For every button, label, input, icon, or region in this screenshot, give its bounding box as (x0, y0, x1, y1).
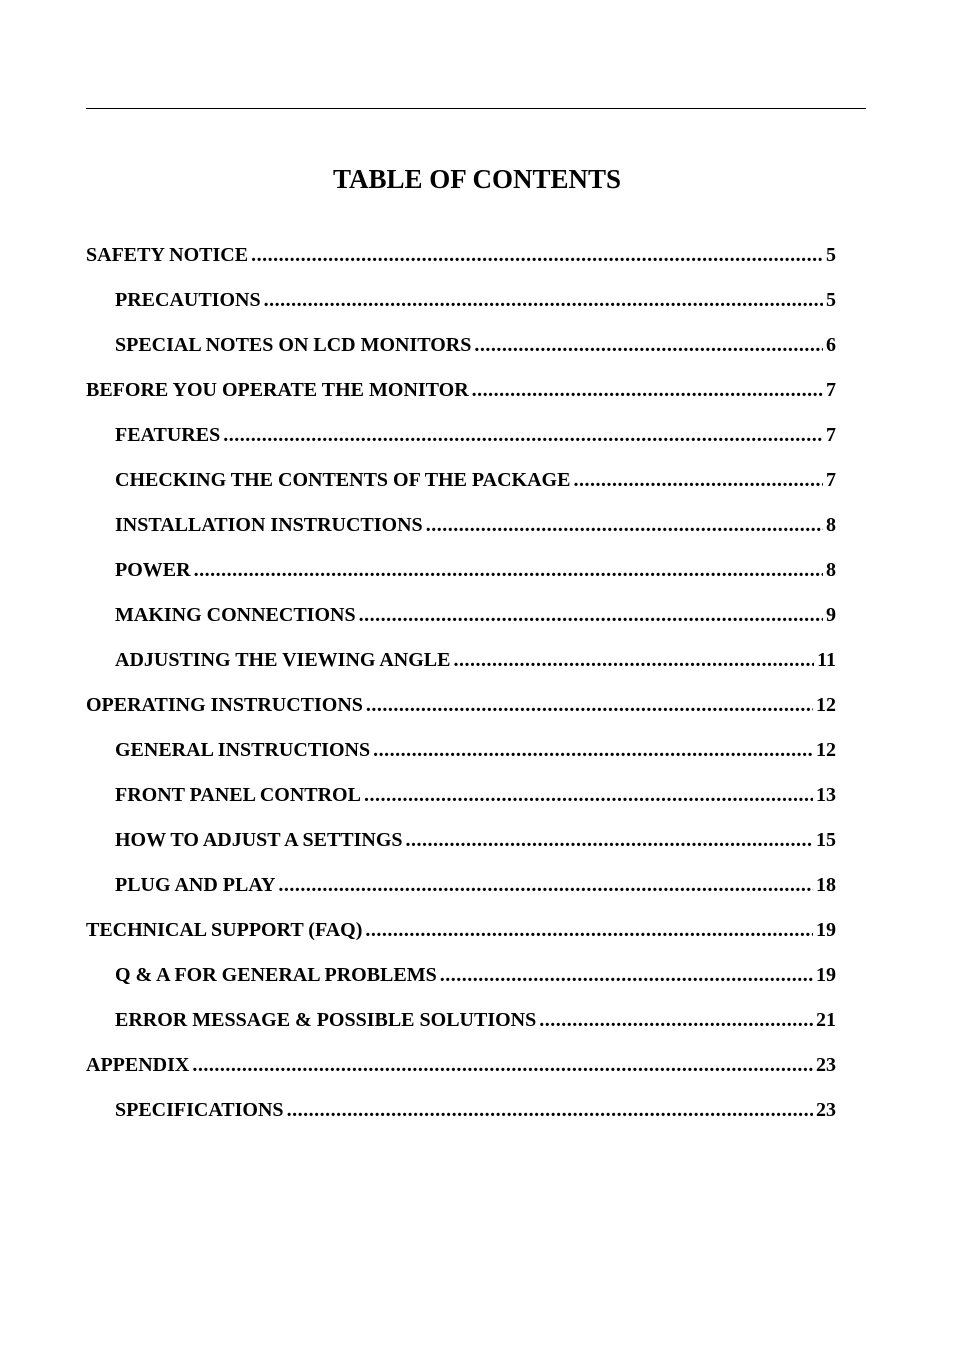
toc-page-number: 5 (826, 244, 836, 266)
toc-dot-leader (192, 1048, 813, 1082)
toc-dot-leader (194, 553, 823, 587)
toc-entry-label: ERROR MESSAGE & POSSIBLE SOLUTIONS (115, 1009, 537, 1031)
toc-dot-leader (223, 418, 823, 452)
toc-subsection-entry[interactable] (86, 553, 836, 598)
toc-entry-label: SPECIAL NOTES ON LCD MONITORS (115, 334, 472, 356)
toc-page-number: 21 (816, 1009, 836, 1031)
toc-subsection-entry[interactable] (86, 598, 836, 643)
toc-dot-leader (573, 463, 823, 497)
toc-page-number: 7 (826, 379, 836, 401)
toc-page-number: 12 (816, 694, 836, 716)
toc-dot-leader (474, 328, 823, 362)
toc-page-number: 7 (826, 469, 836, 491)
toc-entry-label: HOW TO ADJUST A SETTINGS (115, 829, 403, 851)
toc-dot-leader (366, 688, 813, 722)
toc-entry-label: PLUG AND PLAY (115, 874, 276, 896)
toc-page-number: 19 (816, 919, 836, 941)
toc-entry-label: FRONT PANEL CONTROL (115, 784, 361, 806)
toc-page-number: 9 (826, 604, 836, 626)
toc-page-number: 5 (826, 289, 836, 311)
toc-page-number: 23 (816, 1054, 836, 1076)
toc-dot-leader (364, 778, 813, 812)
toc-dot-leader (278, 868, 813, 902)
toc-entry-label: SAFETY NOTICE (86, 244, 249, 266)
toc-section-entry[interactable] (86, 373, 836, 418)
toc-section-entry[interactable] (86, 1048, 836, 1093)
toc-page-number: 8 (826, 514, 836, 536)
toc-subsection-entry[interactable] (86, 328, 836, 373)
toc-entry-label: PRECAUTIONS (115, 289, 261, 311)
toc-subsection-entry[interactable] (86, 733, 836, 778)
toc-entry-label: INSTALLATION INSTRUCTIONS (115, 514, 423, 536)
toc-section-entry[interactable] (86, 238, 836, 283)
toc-subsection-entry[interactable] (86, 283, 836, 328)
toc-dot-leader (287, 1093, 813, 1127)
toc-dot-leader (406, 823, 813, 857)
toc-entry-label: SPECIFICATIONS (115, 1099, 284, 1121)
toc-entry-label: Q & A FOR GENERAL PROBLEMS (115, 964, 437, 986)
toc-dot-leader (365, 913, 813, 947)
toc-subsection-entry[interactable] (86, 508, 836, 553)
toc-dot-leader (440, 958, 813, 992)
toc-entry-label: POWER (115, 559, 191, 581)
toc-subsection-entry[interactable] (86, 958, 836, 1003)
toc-page-number: 7 (826, 424, 836, 446)
toc-page-number: 13 (816, 784, 836, 806)
toc-subsection-entry[interactable] (86, 778, 836, 823)
toc-section-entry[interactable] (86, 913, 836, 958)
toc-subsection-entry[interactable] (86, 643, 836, 688)
toc-page-number: 23 (816, 1099, 836, 1121)
toc-dot-leader (264, 283, 823, 317)
toc-page-number: 6 (826, 334, 836, 356)
toc-subsection-entry[interactable] (86, 823, 836, 868)
toc-page-number: 18 (816, 874, 836, 896)
toc-entry-label: GENERAL INSTRUCTIONS (115, 739, 371, 761)
toc-dot-leader (472, 373, 823, 407)
toc-subsection-entry[interactable] (86, 868, 836, 913)
toc-entry-label: ADJUSTING THE VIEWING ANGLE (115, 649, 451, 671)
toc-entry-label: APPENDIX (86, 1054, 190, 1076)
toc-entry-label: TECHNICAL SUPPORT (FAQ) (86, 919, 363, 941)
toc-page-number: 8 (826, 559, 836, 581)
toc-page-number: 11 (817, 649, 836, 671)
page-title: TABLE OF CONTENTS (332, 164, 622, 195)
toc-entry-label: OPERATING INSTRUCTIONS (86, 694, 363, 716)
toc-page-number: 12 (816, 739, 836, 761)
toc-dot-leader (251, 238, 823, 272)
toc-entry-label: FEATURES (115, 424, 221, 446)
toc-subsection-entry[interactable] (86, 418, 836, 463)
toc-dot-leader (453, 643, 814, 677)
table-of-contents (86, 238, 836, 1138)
toc-dot-leader (539, 1003, 813, 1037)
toc-page-number: 15 (816, 829, 836, 851)
toc-section-entry[interactable] (86, 688, 836, 733)
toc-dot-leader (373, 733, 813, 767)
toc-entry-label: BEFORE YOU OPERATE THE MONITOR (86, 379, 469, 401)
toc-dot-leader (426, 508, 823, 542)
toc-entry-label: MAKING CONNECTIONS (115, 604, 356, 626)
toc-entry-label: CHECKING THE CONTENTS OF THE PACKAGE (115, 469, 571, 491)
toc-subsection-entry[interactable] (86, 1003, 836, 1048)
toc-dot-leader (359, 598, 823, 632)
header-rule (86, 108, 866, 109)
toc-subsection-entry[interactable] (86, 1093, 836, 1138)
toc-subsection-entry[interactable] (86, 463, 836, 508)
toc-page-number: 19 (816, 964, 836, 986)
